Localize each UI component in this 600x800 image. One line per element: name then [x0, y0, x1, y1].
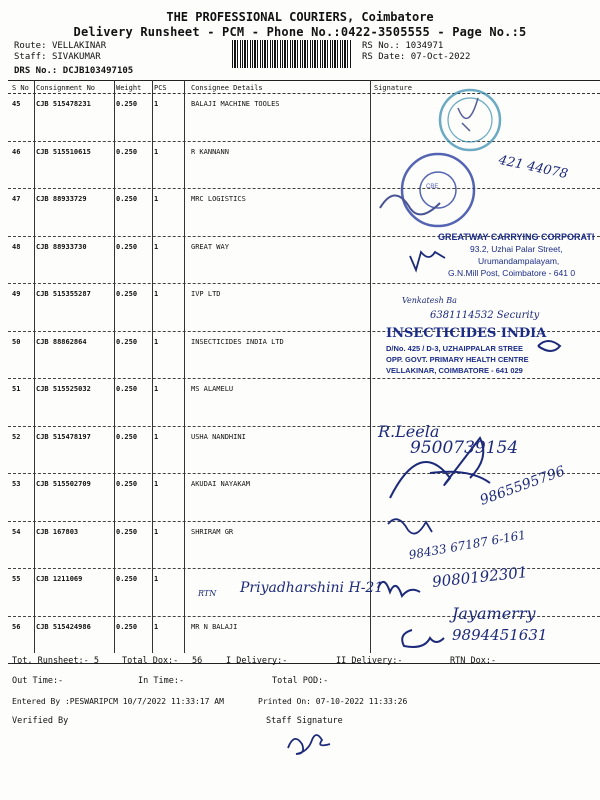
row-weight: 0.250	[116, 290, 138, 298]
row-weight: 0.250	[116, 195, 138, 203]
row-consignment: CJB 88862864	[36, 337, 87, 346]
col-pcs: PCS	[154, 84, 167, 92]
row-pcs: 1	[154, 100, 159, 108]
total-dox-label: Total Dox:-	[122, 656, 179, 666]
row-weight: 0.250	[116, 242, 138, 251]
row-consignee: GREAT WAY	[191, 242, 229, 251]
row-weight: 0.250	[116, 575, 138, 583]
in-time: In Time:-	[138, 676, 185, 686]
signature-scribble	[538, 341, 560, 351]
row-weight: 0.250	[116, 527, 138, 536]
drs-label: DRS No.:	[14, 66, 58, 76]
handwritten-phone: 6381114532 Security	[430, 310, 540, 321]
column-divider	[184, 80, 185, 653]
signature-scribble	[388, 519, 432, 533]
row-sno: 45	[12, 100, 21, 108]
row-consignment: CJB 515510615	[36, 147, 91, 156]
total-pod: Total POD:-	[272, 676, 329, 686]
route-value: VELLAKINAR	[51, 41, 107, 51]
row-weight: 0.250	[116, 337, 138, 346]
insecticides-stamp-line: D/No. 425 / D-3, UZHAIPPALAR STREE	[386, 344, 523, 353]
verified-by: Verified By	[12, 716, 69, 726]
handwritten-name: Jayamerry	[452, 604, 536, 623]
staff-signature-scribble	[280, 720, 340, 760]
insecticides-stamp-line: VELLAKINAR, COIMBATORE - 641 029	[386, 366, 523, 375]
row-consignee: MR N BALAJI	[191, 622, 238, 631]
out-time: Out Time:-	[12, 676, 64, 686]
rs-date-label: RS Date:	[362, 52, 406, 62]
row-weight: 0.250	[116, 147, 138, 156]
rs-no-value: 1034971	[405, 41, 444, 51]
row-consignment: CJB 515502709	[36, 480, 91, 488]
row-consignee: SHRIRAM GR	[191, 527, 234, 536]
handwritten-name: Venkatesh Ba	[402, 296, 457, 305]
row-sno: 56	[12, 622, 21, 631]
column-divider	[34, 80, 35, 653]
ii-delivery: II Delivery:-	[336, 656, 403, 666]
row-consignee: MRC LOGISTICS	[191, 195, 246, 203]
greatway-stamp-line: 93.2, Uzhai Palar Street,	[470, 244, 563, 254]
row-pcs: 1	[154, 337, 159, 346]
signature-scribble	[410, 252, 445, 270]
company-title: THE PROFESSIONAL COURIERS, Coimbatore	[166, 10, 434, 24]
row-consignee: USHA NANDHINI	[191, 432, 246, 441]
signature-scribble	[378, 582, 420, 596]
row-pcs: 1	[154, 385, 159, 393]
row-sno: 53	[12, 480, 21, 488]
insecticides-stamp-line: OPP. GOVT. PRIMARY HEALTH CENTRE	[386, 355, 529, 364]
row-weight: 0.250	[116, 622, 138, 631]
col-consignment: Consignment No	[36, 84, 96, 92]
row-weight: 0.250	[116, 100, 138, 108]
row-pcs: 1	[154, 242, 159, 251]
row-pcs: 1	[154, 480, 159, 488]
tot-runsheet: Tot. Runsheet:- 5	[12, 656, 99, 666]
round-stamp	[440, 90, 500, 150]
row-weight: 0.250	[116, 432, 138, 441]
handwritten-phone: 9865595796	[477, 463, 568, 509]
barcode	[232, 40, 352, 68]
signature-scribble	[402, 630, 444, 647]
row-consignee: IVP LTD	[191, 290, 221, 298]
handwritten-phone: 421 44078	[497, 152, 570, 183]
staff-value: SIVAKUMAR	[51, 52, 101, 62]
row-consignment: CJB 515478231	[36, 100, 91, 108]
row-pcs: 1	[154, 527, 159, 536]
row-pcs: 1	[154, 575, 159, 583]
row-pcs: 1	[154, 290, 159, 298]
row-consignee: MS ALAMELU	[191, 385, 234, 393]
handwritten-rtn: RTN	[198, 589, 217, 598]
row-consignment: CJB 515525032	[36, 385, 91, 393]
handwritten-signature: R.Leela	[378, 422, 440, 441]
staff-line	[14, 52, 101, 62]
entered-by: Entered By :PESWARIPCM 10/7/2022 11:33:17 AM	[12, 697, 224, 706]
row-weight: 0.250	[116, 480, 138, 488]
row-sno: 52	[12, 432, 21, 441]
row-consignee: AKUDAI NAYAKAM	[191, 480, 251, 488]
row-consignee: R KANNANN	[191, 147, 229, 156]
handwritten-phone: 9500739154	[410, 438, 519, 458]
drs-line	[14, 66, 133, 76]
col-weight: Weight	[116, 84, 142, 92]
rs-date-line	[362, 52, 470, 62]
column-divider	[114, 80, 115, 653]
row-consignment: CJB 88933730	[36, 242, 87, 251]
col-consignee: Consignee Details	[191, 84, 263, 92]
row-consignment: CJB 1211069	[36, 575, 83, 583]
row-sno: 46	[12, 147, 21, 156]
rs-no-line	[362, 41, 443, 51]
row-sno: 49	[12, 290, 21, 298]
route-label: Route:	[14, 41, 47, 51]
staff-label: Staff:	[14, 52, 47, 62]
row-consignment: CJB 515355287	[36, 290, 91, 298]
row-consignee: BALAJI MACHINE TOOLES	[191, 100, 280, 108]
insecticides-stamp-line: INSECTICIDES INDIA	[386, 326, 547, 341]
row-sno: 54	[12, 527, 21, 536]
rtn-dox: RTN Dox:-	[450, 656, 497, 666]
row-sno: 51	[12, 385, 21, 393]
drs-value: DCJB103497105	[62, 66, 134, 76]
total-dox-value: 56	[192, 656, 203, 666]
rs-no-label: RS No.:	[362, 41, 400, 51]
row-pcs: 1	[154, 147, 159, 156]
i-delivery: I Delivery:-	[226, 656, 288, 666]
row-pcs: 1	[154, 195, 159, 203]
row-sno: 48	[12, 242, 21, 251]
svg-text:CBE: CBE	[426, 184, 439, 190]
staff-signature-label: Staff Signature	[266, 716, 343, 726]
handwritten-phone: 98433 67187 6-161	[407, 527, 527, 563]
rs-date-value: 07-Oct-2022	[410, 52, 471, 62]
handwritten-phone: 9080192301	[431, 563, 529, 591]
runsheet-subtitle: Delivery Runsheet - PCM - Phone No.:0422-3505555 - Page No.:5	[73, 25, 527, 39]
row-sno: 55	[12, 575, 21, 583]
row-pcs: 1	[154, 432, 159, 441]
row-consignee: INSECTICIDES INDIA LTD	[191, 337, 284, 346]
row-consignment: CJB 515424986	[36, 622, 91, 631]
route-line	[14, 41, 106, 51]
row-consignment: CJB 88933729	[36, 195, 87, 203]
col-sno: S No	[12, 84, 29, 92]
row-consignment: CJB 515478197	[36, 432, 91, 441]
row-sno: 50	[12, 337, 21, 346]
greatway-stamp-line: Urumandampalayam,	[478, 256, 560, 266]
handwritten-phone: 9894451631	[452, 626, 548, 644]
mrc-logistics-stamp	[380, 154, 474, 226]
printed-on: Printed On: 07-10-2022 11:33:26	[258, 697, 408, 706]
row-consignment: CJB 167803	[36, 527, 79, 536]
greatway-stamp-line: GREATWAY CARRYING CORPORATI	[438, 232, 595, 242]
col-signature: Signature	[374, 84, 412, 92]
greatway-stamp-line: G.N.Mill Post, Coimbatore - 641 0	[448, 268, 576, 278]
row-pcs: 1	[154, 622, 159, 631]
column-divider	[152, 80, 153, 653]
handwritten-name: Priyadharshini H-21	[240, 580, 384, 596]
row-weight: 0.250	[116, 385, 138, 393]
row-sno: 47	[12, 195, 21, 203]
